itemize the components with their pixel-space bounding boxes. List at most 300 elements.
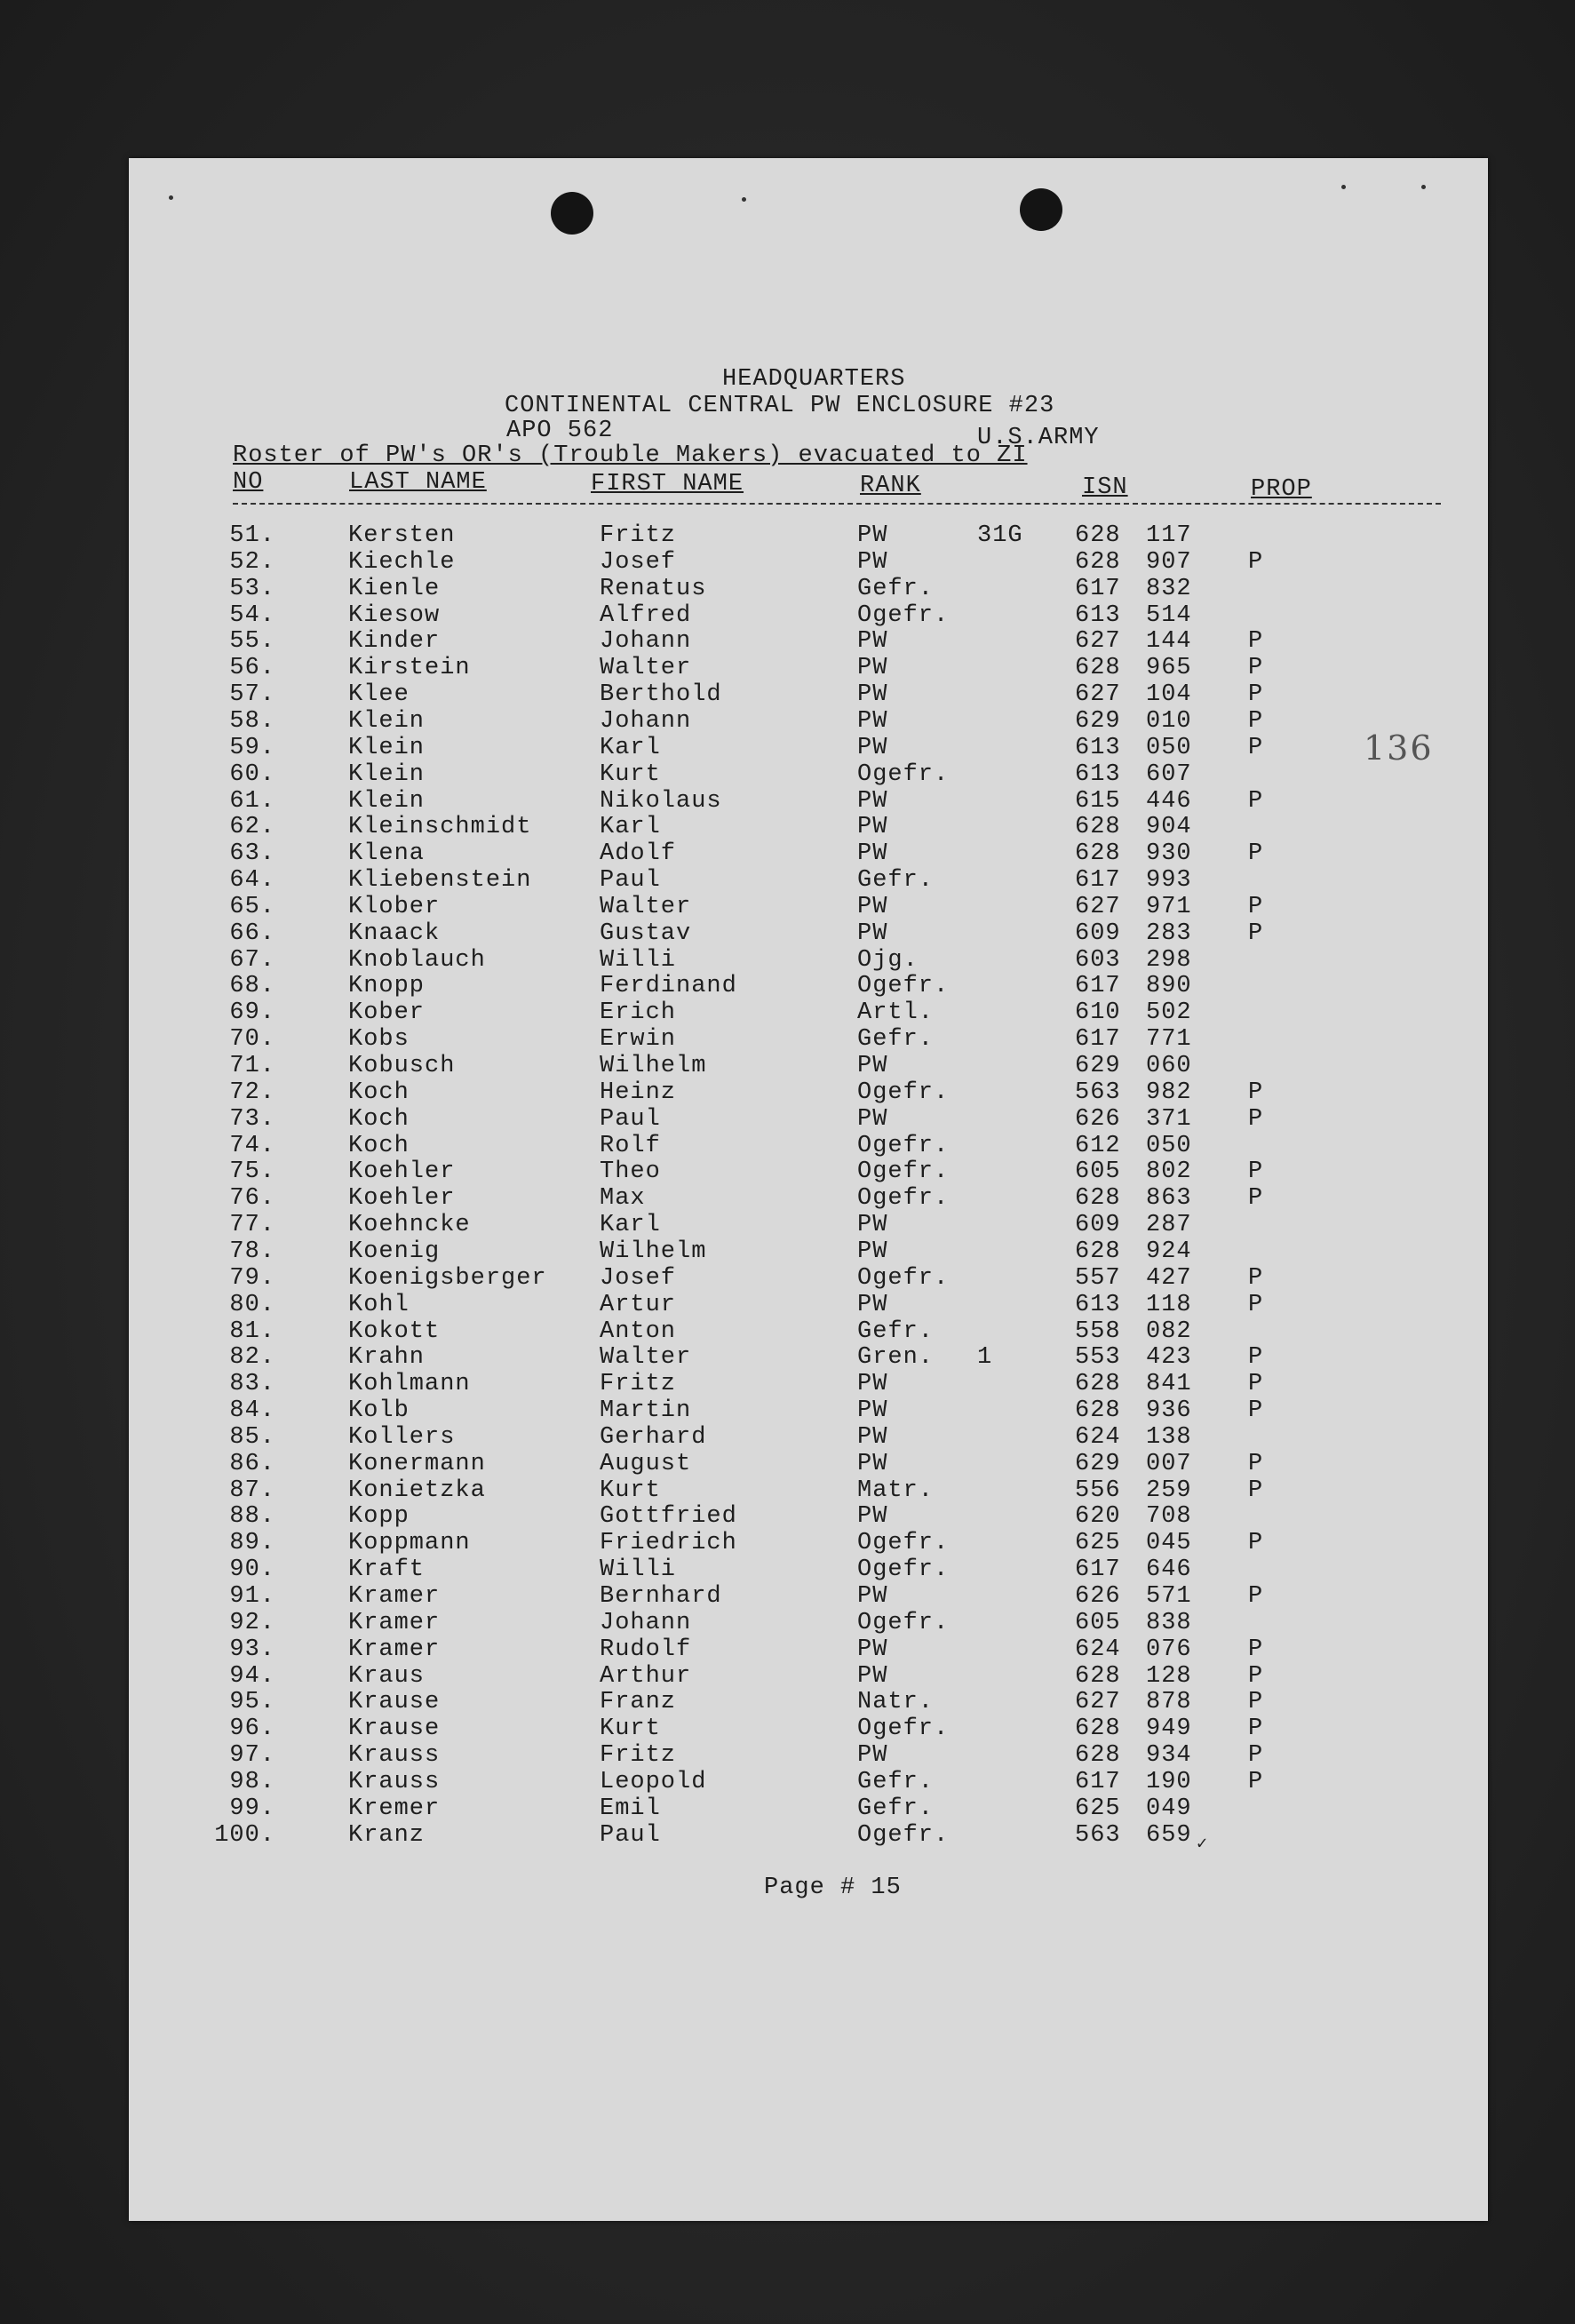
row-isn-part1: 625 <box>1075 1530 1121 1557</box>
table-row <box>0 867 1575 894</box>
row-isn-part2: 571 <box>1146 1583 1192 1610</box>
row-first-name: Martin <box>600 1397 692 1425</box>
row-first-name: Max <box>600 1185 646 1213</box>
row-first-name: Gottfried <box>600 1503 737 1531</box>
row-number: 100. <box>214 1821 275 1849</box>
row-first-name: Wilhelm <box>600 1053 707 1079</box>
row-rank: PW <box>857 814 888 841</box>
table-row <box>0 549 1575 576</box>
row-first-name: Josef <box>600 1264 677 1292</box>
row-number: 73. <box>229 1105 275 1133</box>
row-first-name: Heinz <box>600 1078 677 1106</box>
row-rank: PW <box>857 548 888 576</box>
row-first-name: Artur <box>600 1291 677 1318</box>
row-first-name: Karl <box>600 734 661 761</box>
page-number: Page # 15 <box>764 1874 902 1901</box>
row-number: 99. <box>229 1795 275 1822</box>
roster-title: Roster of PW's OR's (Trouble Makers) evacuated to ZI <box>233 442 1028 469</box>
row-rank: Gefr. <box>857 575 935 602</box>
row-first-name: Ferdinand <box>600 973 737 1000</box>
row-first-name: Kurt <box>600 1715 661 1743</box>
row-last-name: Koehler <box>348 1158 456 1186</box>
row-prop: P <box>1248 1185 1264 1213</box>
row-number: 68. <box>229 973 275 1000</box>
row-prop: P <box>1248 1344 1264 1372</box>
row-last-name: Kramer <box>348 1609 441 1636</box>
row-last-name: Koch <box>348 1078 410 1106</box>
row-first-name: Karl <box>600 1212 661 1239</box>
row-last-name: Kinder <box>348 628 441 656</box>
row-first-name: Rudolf <box>600 1636 692 1663</box>
row-isn-part2: 771 <box>1146 1026 1192 1054</box>
row-rank: Ojg. <box>857 946 919 974</box>
row-isn-part2: 924 <box>1146 1238 1192 1265</box>
row-first-name: Adolf <box>600 840 677 868</box>
table-row <box>0 628 1575 655</box>
row-first-name: Theo <box>600 1158 661 1186</box>
row-first-name: Paul <box>600 867 661 895</box>
paper-speck <box>1421 185 1426 189</box>
row-rank: PW <box>857 1742 888 1770</box>
row-last-name: Kohlmann <box>348 1371 471 1398</box>
table-row <box>0 1583 1575 1610</box>
row-first-name: Willi <box>600 946 677 974</box>
row-last-name: Kollers <box>348 1423 456 1451</box>
row-first-name: Fritz <box>600 522 677 549</box>
row-first-name: Gustav <box>600 919 692 947</box>
row-isn-part1: 628 <box>1075 548 1121 576</box>
row-isn-part1: 613 <box>1075 1291 1121 1318</box>
row-rank: PW <box>857 1397 888 1425</box>
row-isn-part2: 904 <box>1146 814 1192 841</box>
row-first-name: Willi <box>600 1556 677 1584</box>
punch-hole-left <box>551 192 593 235</box>
row-rank: PW <box>857 1583 888 1610</box>
table-row <box>0 761 1575 788</box>
row-isn-part1: 628 <box>1075 814 1121 841</box>
row-isn-part1: 628 <box>1075 1238 1121 1265</box>
col-first-name: FIRST NAME <box>591 471 744 497</box>
row-first-name: Renatus <box>600 575 707 602</box>
table-row <box>0 1822 1575 1849</box>
row-last-name: Klee <box>348 681 410 709</box>
row-isn-part1: 620 <box>1075 1503 1121 1531</box>
row-isn-part1: 557 <box>1075 1264 1121 1292</box>
row-isn-part1: 553 <box>1075 1344 1121 1372</box>
row-prop: P <box>1248 787 1264 815</box>
row-rank: PW <box>857 1291 888 1318</box>
row-first-name: Berthold <box>600 681 722 709</box>
col-last-name: LAST NAME <box>349 469 487 496</box>
row-isn-part2: 118 <box>1146 1291 1192 1318</box>
paper-speck <box>169 195 173 200</box>
table-row <box>0 1397 1575 1424</box>
row-rank: PW <box>857 1238 888 1265</box>
table-row <box>0 1238 1575 1265</box>
row-rank: Gefr. <box>857 1768 935 1795</box>
row-number: 61. <box>229 787 275 815</box>
row-rank: Gefr. <box>857 867 935 895</box>
row-prop: P <box>1248 734 1264 761</box>
table-row <box>0 973 1575 999</box>
row-number: 62. <box>229 814 275 841</box>
table-row <box>0 602 1575 629</box>
table-row <box>0 1371 1575 1397</box>
row-rank: PW <box>857 1371 888 1398</box>
row-number: 79. <box>229 1264 275 1292</box>
row-first-name: Wilhelm <box>600 1238 707 1265</box>
row-number: 64. <box>229 867 275 895</box>
row-isn-part1: 609 <box>1075 919 1121 947</box>
header-enclosure: CONTINENTAL CENTRAL PW ENCLOSURE #23 <box>505 393 1055 419</box>
row-isn-part1: 605 <box>1075 1158 1121 1186</box>
row-first-name: August <box>600 1450 692 1477</box>
table-row <box>0 522 1575 549</box>
row-rank: Natr. <box>857 1689 935 1716</box>
row-last-name: Krause <box>348 1715 441 1743</box>
row-isn-part1: 627 <box>1075 628 1121 656</box>
row-number: 87. <box>229 1476 275 1504</box>
row-last-name: Konietzka <box>348 1476 486 1504</box>
row-isn-part2: 930 <box>1146 840 1192 868</box>
row-number: 85. <box>229 1423 275 1451</box>
stamped-page-number: 136 <box>1364 728 1434 768</box>
row-rank: Gefr. <box>857 1026 935 1054</box>
row-prop: P <box>1248 1476 1264 1504</box>
row-rank: Ogefr. <box>857 1609 950 1636</box>
row-prop: P <box>1248 1662 1264 1690</box>
row-isn-part2: 082 <box>1146 1317 1192 1345</box>
row-isn-part2: 502 <box>1146 999 1192 1027</box>
row-isn-part1: 563 <box>1075 1821 1121 1849</box>
header-army: U.S.ARMY <box>977 425 1100 451</box>
row-number: 75. <box>229 1158 275 1186</box>
col-no: NO <box>233 469 264 496</box>
row-rank: Gefr. <box>857 1795 935 1822</box>
row-number: 52. <box>229 548 275 576</box>
row-rank: Gren. <box>857 1344 935 1372</box>
row-last-name: Kramer <box>348 1583 441 1610</box>
row-isn-part2: 971 <box>1146 893 1192 920</box>
row-rank: Ogefr. <box>857 973 950 1000</box>
row-first-name: Erwin <box>600 1026 677 1054</box>
row-prop: P <box>1248 1450 1264 1477</box>
row-number: 53. <box>229 575 275 602</box>
row-number: 54. <box>229 601 275 629</box>
table-row <box>0 1477 1575 1504</box>
table-row <box>0 1053 1575 1079</box>
row-first-name: Alfred <box>600 601 692 629</box>
row-last-name: Koppmann <box>348 1530 471 1557</box>
row-first-name: Fritz <box>600 1371 677 1398</box>
row-isn-part2: 371 <box>1146 1105 1192 1133</box>
row-prop: P <box>1248 1768 1264 1795</box>
row-last-name: Kersten <box>348 522 456 549</box>
row-isn-part1: 617 <box>1075 867 1121 895</box>
row-isn-part2: 993 <box>1146 867 1192 895</box>
row-rank: Artl. <box>857 999 935 1027</box>
row-prop: P <box>1248 1291 1264 1318</box>
row-first-name: Kurt <box>600 760 661 788</box>
row-isn-part2: 010 <box>1146 707 1192 735</box>
table-row <box>0 1663 1575 1690</box>
row-isn-part2: 427 <box>1146 1264 1192 1292</box>
row-isn-part2: 965 <box>1146 655 1192 682</box>
table-row <box>0 1795 1575 1822</box>
row-last-name: Kobs <box>348 1026 410 1054</box>
table-row <box>0 1530 1575 1556</box>
row-last-name: Kliebenstein <box>348 867 532 895</box>
row-rank: Ogefr. <box>857 1158 950 1186</box>
row-isn-part1: 626 <box>1075 1105 1121 1133</box>
row-number: 77. <box>229 1212 275 1239</box>
row-isn-part1: 558 <box>1075 1317 1121 1345</box>
row-isn-part1: 617 <box>1075 1026 1121 1054</box>
row-rank: PW <box>857 1053 888 1079</box>
row-last-name: Kobusch <box>348 1053 456 1079</box>
row-first-name: Leopold <box>600 1768 707 1795</box>
table-row <box>0 894 1575 920</box>
table-row <box>0 788 1575 815</box>
row-number: 81. <box>229 1317 275 1345</box>
row-prop: P <box>1248 655 1264 682</box>
row-isn-part2: 514 <box>1146 601 1192 629</box>
table-row <box>0 1610 1575 1636</box>
row-isn-part1: 617 <box>1075 1556 1121 1584</box>
row-isn-part1: 629 <box>1075 1053 1121 1079</box>
row-number: 96. <box>229 1715 275 1743</box>
col-prop: PROP <box>1251 476 1312 503</box>
row-isn-part2: 802 <box>1146 1158 1192 1186</box>
table-row <box>0 1026 1575 1053</box>
row-isn-part2: 949 <box>1146 1715 1192 1743</box>
row-isn-part1: 628 <box>1075 840 1121 868</box>
row-isn-part1: 628 <box>1075 1371 1121 1398</box>
table-row <box>0 1769 1575 1795</box>
row-rank: PW <box>857 840 888 868</box>
row-isn-part1: 617 <box>1075 575 1121 602</box>
row-number: 65. <box>229 893 275 920</box>
row-isn-part1: 624 <box>1075 1423 1121 1451</box>
row-number: 72. <box>229 1078 275 1106</box>
row-number: 55. <box>229 628 275 656</box>
row-number: 67. <box>229 946 275 974</box>
row-extra: 1 <box>977 1344 993 1372</box>
row-prop: P <box>1248 1105 1264 1133</box>
row-prop: P <box>1248 1530 1264 1557</box>
row-last-name: Kraft <box>348 1556 426 1584</box>
row-isn-part2: 117 <box>1146 522 1192 549</box>
row-prop: P <box>1248 1742 1264 1770</box>
row-number: 58. <box>229 707 275 735</box>
row-first-name: Walter <box>600 893 692 920</box>
row-last-name: Kirstein <box>348 655 471 682</box>
row-isn-part2: 283 <box>1146 919 1192 947</box>
row-last-name: Klena <box>348 840 426 868</box>
row-isn-part2: 838 <box>1146 1609 1192 1636</box>
table-row <box>0 681 1575 708</box>
row-last-name: Krause <box>348 1689 441 1716</box>
row-number: 71. <box>229 1053 275 1079</box>
row-prop: P <box>1248 1158 1264 1186</box>
row-isn-part1: 610 <box>1075 999 1121 1027</box>
row-isn-part1: 628 <box>1075 1715 1121 1743</box>
row-isn-part1: 628 <box>1075 1742 1121 1770</box>
row-number: 74. <box>229 1132 275 1159</box>
row-isn-part2: 144 <box>1146 628 1192 656</box>
row-isn-part2: 841 <box>1146 1371 1192 1398</box>
row-last-name: Koch <box>348 1132 410 1159</box>
row-last-name: Kraus <box>348 1662 426 1690</box>
row-last-name: Kopp <box>348 1503 410 1531</box>
row-rank: Ogefr. <box>857 1715 950 1743</box>
row-rank: PW <box>857 628 888 656</box>
row-last-name: Kremer <box>348 1795 441 1822</box>
row-number: 70. <box>229 1026 275 1054</box>
row-last-name: Kokott <box>348 1317 441 1345</box>
row-isn-part2: 007 <box>1146 1450 1192 1477</box>
table-row <box>0 1158 1575 1185</box>
row-rank: Ogefr. <box>857 1264 950 1292</box>
row-rank: Matr. <box>857 1476 935 1504</box>
table-row <box>0 1106 1575 1133</box>
row-isn-part1: 627 <box>1075 893 1121 920</box>
row-first-name: Paul <box>600 1821 661 1849</box>
row-last-name: Konermann <box>348 1450 486 1477</box>
row-prop: P <box>1248 1689 1264 1716</box>
table-row <box>0 947 1575 974</box>
check-mark: ✓ <box>1197 1835 1209 1855</box>
row-isn-part1: 629 <box>1075 1450 1121 1477</box>
row-first-name: Walter <box>600 655 692 682</box>
row-isn-part1: 556 <box>1075 1476 1121 1504</box>
row-last-name: Koch <box>348 1105 410 1133</box>
row-isn-part1: 617 <box>1075 1768 1121 1795</box>
row-isn-part2: 076 <box>1146 1636 1192 1663</box>
row-first-name: Walter <box>600 1344 692 1372</box>
row-isn-part2: 446 <box>1146 787 1192 815</box>
row-rank: Ogefr. <box>857 1530 950 1557</box>
row-isn-part2: 128 <box>1146 1662 1192 1690</box>
row-first-name: Johann <box>600 628 692 656</box>
row-last-name: Klein <box>348 787 426 815</box>
row-isn-part2: 104 <box>1146 681 1192 709</box>
row-rank: Gefr. <box>857 1317 935 1345</box>
row-isn-part2: 050 <box>1146 734 1192 761</box>
row-number: 92. <box>229 1609 275 1636</box>
row-rank: PW <box>857 681 888 709</box>
row-isn-part1: 629 <box>1075 707 1121 735</box>
row-isn-part2: 050 <box>1146 1132 1192 1159</box>
row-rank: PW <box>857 1662 888 1690</box>
paper-speck <box>1341 185 1346 189</box>
row-last-name: Koehler <box>348 1185 456 1213</box>
row-isn-part2: 936 <box>1146 1397 1192 1425</box>
table-row <box>0 1715 1575 1742</box>
row-number: 83. <box>229 1371 275 1398</box>
table-row <box>0 1689 1575 1715</box>
row-isn-part1: 628 <box>1075 522 1121 549</box>
row-number: 80. <box>229 1291 275 1318</box>
row-number: 90. <box>229 1556 275 1584</box>
row-rank: PW <box>857 707 888 735</box>
row-last-name: Kramer <box>348 1636 441 1663</box>
row-rank: Ogefr. <box>857 1078 950 1106</box>
row-last-name: Klein <box>348 760 426 788</box>
row-number: 63. <box>229 840 275 868</box>
row-prop: P <box>1248 893 1264 920</box>
row-rank: PW <box>857 1423 888 1451</box>
table-row <box>0 1133 1575 1159</box>
table-row <box>0 1344 1575 1371</box>
table-row <box>0 1292 1575 1318</box>
header-dash-rule <box>233 503 1441 505</box>
row-prop: P <box>1248 628 1264 656</box>
row-isn-part1: 613 <box>1075 601 1121 629</box>
row-rank: PW <box>857 787 888 815</box>
row-isn-part2: 646 <box>1146 1556 1192 1584</box>
row-last-name: Krahn <box>348 1344 426 1372</box>
row-first-name: Emil <box>600 1795 661 1822</box>
row-isn-part1: 627 <box>1075 681 1121 709</box>
header-apo: APO 562 <box>506 418 614 444</box>
row-first-name: Erich <box>600 999 677 1027</box>
row-last-name: Kober <box>348 999 426 1027</box>
row-isn-part2: 259 <box>1146 1476 1192 1504</box>
table-row <box>0 1212 1575 1238</box>
row-number: 88. <box>229 1503 275 1531</box>
row-isn-part1: 626 <box>1075 1583 1121 1610</box>
row-first-name: Paul <box>600 1105 661 1133</box>
row-first-name: Karl <box>600 814 661 841</box>
row-number: 94. <box>229 1662 275 1690</box>
col-rank: RANK <box>860 473 921 499</box>
row-number: 69. <box>229 999 275 1027</box>
row-last-name: Knoblauch <box>348 946 486 974</box>
row-prop: P <box>1248 1371 1264 1398</box>
row-last-name: Kienle <box>348 575 441 602</box>
row-isn-part1: 624 <box>1075 1636 1121 1663</box>
row-last-name: Kohl <box>348 1291 410 1318</box>
paper-speck <box>742 197 746 202</box>
row-last-name: Kiesow <box>348 601 441 629</box>
row-number: 91. <box>229 1583 275 1610</box>
row-isn-part2: 287 <box>1146 1212 1192 1239</box>
row-prop: P <box>1248 919 1264 947</box>
row-isn-part1: 628 <box>1075 1662 1121 1690</box>
row-isn-part2: 863 <box>1146 1185 1192 1213</box>
row-isn-part1: 628 <box>1075 655 1121 682</box>
row-last-name: Koenig <box>348 1238 441 1265</box>
row-number: 98. <box>229 1768 275 1795</box>
row-first-name: Fritz <box>600 1742 677 1770</box>
row-rank: PW <box>857 655 888 682</box>
row-isn-part1: 612 <box>1075 1132 1121 1159</box>
row-isn-part2: 934 <box>1146 1742 1192 1770</box>
table-row <box>0 1185 1575 1212</box>
row-number: 82. <box>229 1344 275 1372</box>
row-first-name: Johann <box>600 1609 692 1636</box>
row-rank: Ogefr. <box>857 1185 950 1213</box>
row-number: 97. <box>229 1742 275 1770</box>
table-row <box>0 1742 1575 1769</box>
row-isn-part2: 708 <box>1146 1503 1192 1531</box>
row-number: 57. <box>229 681 275 709</box>
row-last-name: Kleinschmidt <box>348 814 532 841</box>
row-rank: PW <box>857 1105 888 1133</box>
row-number: 56. <box>229 655 275 682</box>
row-isn-part2: 045 <box>1146 1530 1192 1557</box>
